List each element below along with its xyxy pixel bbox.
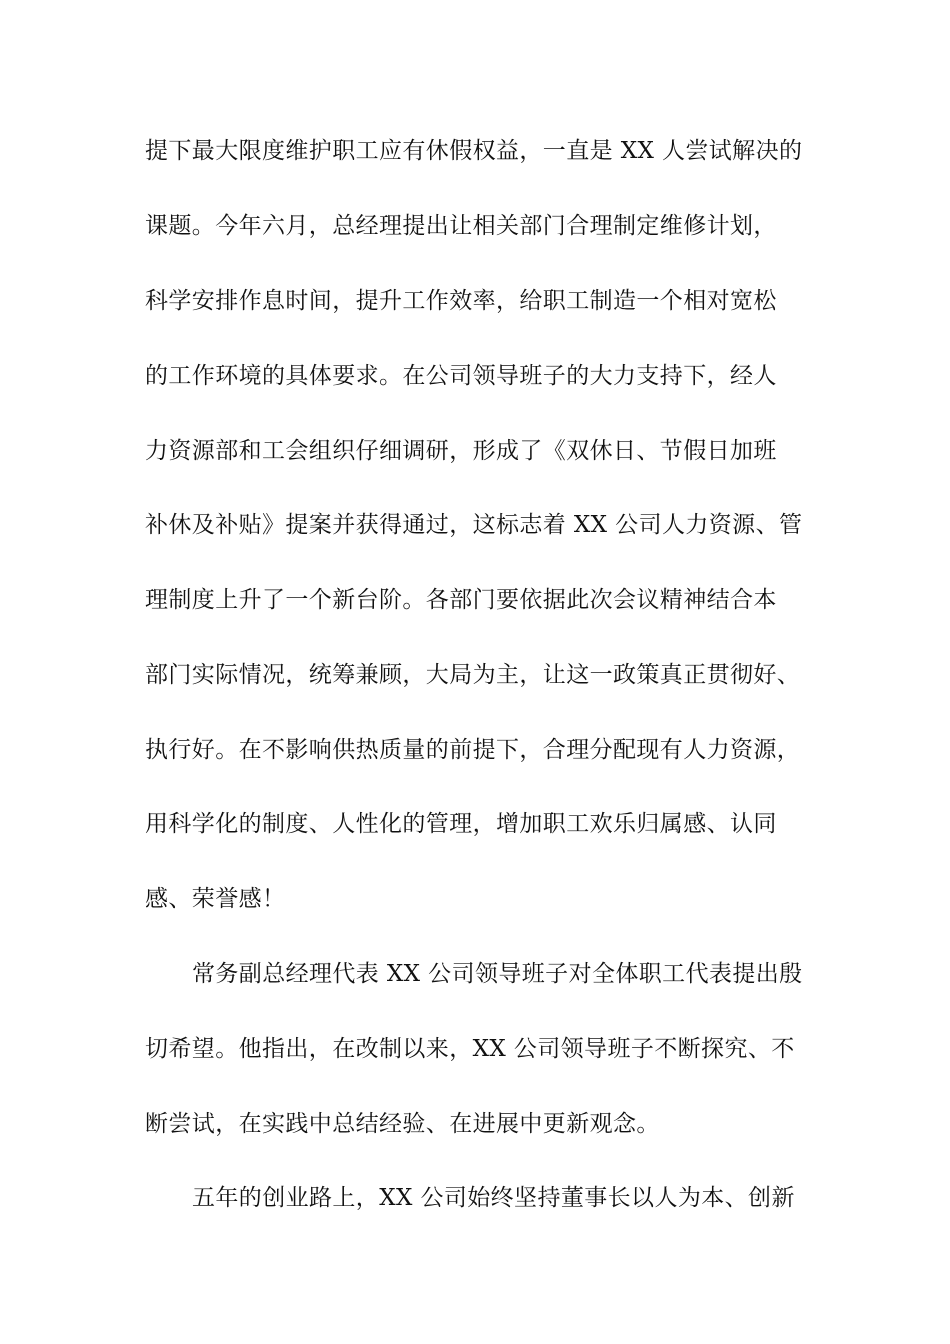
- text-line: 课题。今年六月，总经理提出让相关部门合理制定维修计划，: [145, 213, 777, 239]
- text-line: 科学安排作息时间，提升工作效率，给职工制造一个相对宽松: [145, 288, 777, 314]
- text-line: 理制度上升了一个新台阶。各部门要依据此次会议精神结合本: [145, 587, 777, 613]
- text-line: 补休及补贴》提案并获得通过，这标志着 XX 公司人力资源、管: [145, 512, 803, 538]
- text-line: 力资源部和工会组织仔细调研，形成了《双休日、节假日加班: [145, 438, 777, 464]
- text-line: 断尝试，在实践中总结经验、在进展中更新观念。: [145, 1111, 660, 1137]
- text-line: 提下最大限度维护职工应有休假权益，一直是 XX 人尝试解决的: [145, 138, 803, 164]
- paragraph-first-line: 常务副总经理代表 XX 公司领导班子对全体职工代表提出殷: [192, 961, 803, 987]
- text-line: 用科学化的制度、人性化的管理，增加职工欢乐归属感、认同: [145, 811, 777, 837]
- text-line: 执行好。在不影响供热质量的前提下，合理分配现有人力资源，: [145, 737, 801, 763]
- text-line: 切希望。他指出，在改制以来，XX 公司领导班子不断探究、不: [145, 1036, 795, 1062]
- paragraph-first-line: 五年的创业路上，XX 公司始终坚持董事长以人为本、创新: [192, 1185, 795, 1211]
- text-line: 感、荣誉感！: [145, 886, 286, 912]
- text-line: 部门实际情况，统筹兼顾，大局为主，让这一政策真正贯彻好、: [145, 662, 801, 688]
- text-line: 的工作环境的具体要求。在公司领导班子的大力支持下，经人: [145, 363, 777, 389]
